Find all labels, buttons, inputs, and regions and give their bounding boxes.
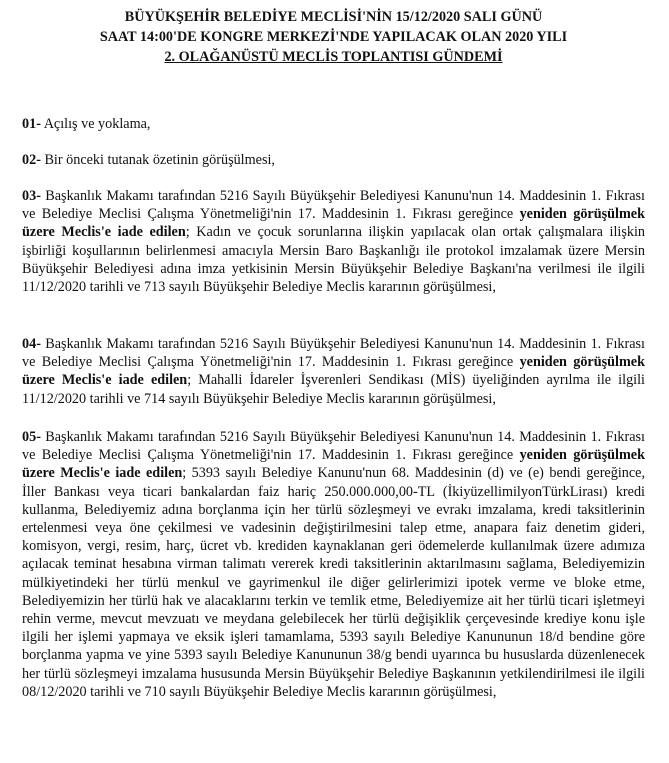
agenda-item-text-pre: Başkanlık Makamı tarafından 5216 Sayılı Büyükşehir Belediyesi Kanunu'nun 14. Maddesinin 1. Fıkrası ve Belediye Meclisi Çalışma Yönetmeliği'nin 17. Maddesinin 1. Fıkrası gereğince: [22, 429, 645, 464]
agenda-item-number: 04-: [22, 336, 41, 352]
header-line-1: BÜYÜKŞEHİR BELEDİYE MECLİSİ'NİN 15/12/2020 SALI GÜNÜ: [124, 9, 543, 25]
agenda-item-text-bold: yeniden görüşülmek üzere Meclis'e iade edilen: [22, 354, 645, 389]
header-line-2: SAAT 14:00'DE KONGRE MERKEZİ'NDE YAPILACAK OLAN 2020 YILI: [99, 29, 568, 45]
agenda-item-text: Bir önceki tutanak özetinin görüşülmesi,: [44, 152, 275, 168]
agenda-item-01: [22, 115, 645, 133]
agenda-item-text-post: ; 5393 sayılı Belediye Kanunu'nun 68. Maddesinin (d) ve (e) bendi gereğince, İller Bankası veya ticari bankalardan faiz hariç 250.000.000,00-TL (İkiyüzellimilyonTürkLirası) kredi kullanma, Belediyemiz adına borçlanma için her türlü sözleşmeyi ve evrakı imzalama, kredi taksitlerinin ertelenmesi veya öne çekilmesi ve vadesinin değiştirilmesini talep etme, anapara faiz denetim gideri, komisyon, vergi, resim, harç, ücret vb. krediden kaynaklanan geri ödemelerde kullanılmak üzere adımıza açılacak teminat hesabına virman talimatı vererek kredi taksitlerinin aktarılmasını sağlama, Belediyemizin mülkiyetindeki her türlü menkul ve gayrimenkul ile diğer gelirlerimizi ipotek verme ve bloke etme, Belediyemizin her türlü hak ve alacaklarını terkin ve temlik etme, Belediyemize ait her türlü ticari işletmeyi rehin verme, mevcut mevzuatı ve meydana gelebilecek her türlü değişiklik çerçevesinde krediye konu işle ilgili her işlemi yapmaya ve eksik işleri tamamlama, 5393 sayılı Belediye Kanununun 18/d bendine göre borçlanma yapma ve yine 5393 sayılı Belediye Kanununun 38/g bendi uyarınca bu hususlarda düzenlenecek her türlü sözleşmeyi imzalama hususunda Mersin Büyükşehir Belediye Başkanının yetkilendirilmesi ile ilgili 08/12/2020 tarihli ve 710 sayılı Büyükşehir Belediye Meclis kararının görüşülmesi,: [22, 465, 645, 700]
agenda-item-04: [22, 335, 645, 408]
agenda-item-text-pre: Başkanlık Makamı tarafından 5216 Sayılı Büyükşehir Belediyesi Kanunu'nun 14. Maddesinin 1. Fıkrası ve Belediye Meclisi Çalışma Yönetmeliği'nin 17. Maddesinin 1. Fıkrası gereğince: [22, 336, 645, 371]
agenda-item-number: 05-: [22, 429, 41, 445]
agenda-item-text-pre: Başkanlık Makamı tarafından 5216 Sayılı Büyükşehir Belediyesi Kanunu'nun 14. Maddesinin 1. Fıkrası ve Belediye Meclisi Çalışma Yönetmeliği'nin 17. Maddesinin 1. Fıkrası gereğince: [22, 188, 645, 223]
agenda-header: [22, 0, 645, 67]
agenda-item-text-post: ; Kadın ve çocuk sorunlarına ilişkin yapılacak olan ortak çalışmalara ilişkin işbirliği koşullarının belirlenmesi amacıyla Mersin Baro Başkanlığı ile protokol imzalamak üzere Mersin Büyükşehir Belediyesi adına imza yetkisinin Mersin Büyükşehir Belediye Başkanı'na verilmesi ile ilgili 11/12/2020 tarihli ve 713 sayılı Büyükşehir Belediye Meclis kararının görüşülmesi,: [22, 224, 645, 296]
agenda-item-number: 03-: [22, 188, 41, 204]
header-line-3: 2. OLAĞANÜSTÜ MECLİS TOPLANTISI GÜNDEMİ: [164, 49, 503, 65]
agenda-item-02: [22, 151, 645, 169]
agenda-item-text-bold: yeniden görüşülmek üzere Meclis'e iade edilen: [22, 206, 645, 241]
agenda-item-03: [22, 187, 645, 296]
agenda-item-text-post: ; Mahalli İdareler İşverenleri Sendikası (MİS) üyeliğinden ayrılma ile ilgili 11/12/2020 tarihli ve 714 sayılı Büyükşehir Belediye Meclis kararının görüşülmesi,: [22, 372, 645, 407]
agenda-item-number: 02-: [22, 152, 41, 168]
agenda-item-text: Açılış ve yoklama,: [43, 116, 151, 132]
agenda-item-number: 01-: [22, 116, 41, 132]
agenda-item-text-bold: yeniden görüşülmek üzere Meclis'e iade edilen: [22, 447, 645, 482]
agenda-item-05: [22, 428, 645, 701]
